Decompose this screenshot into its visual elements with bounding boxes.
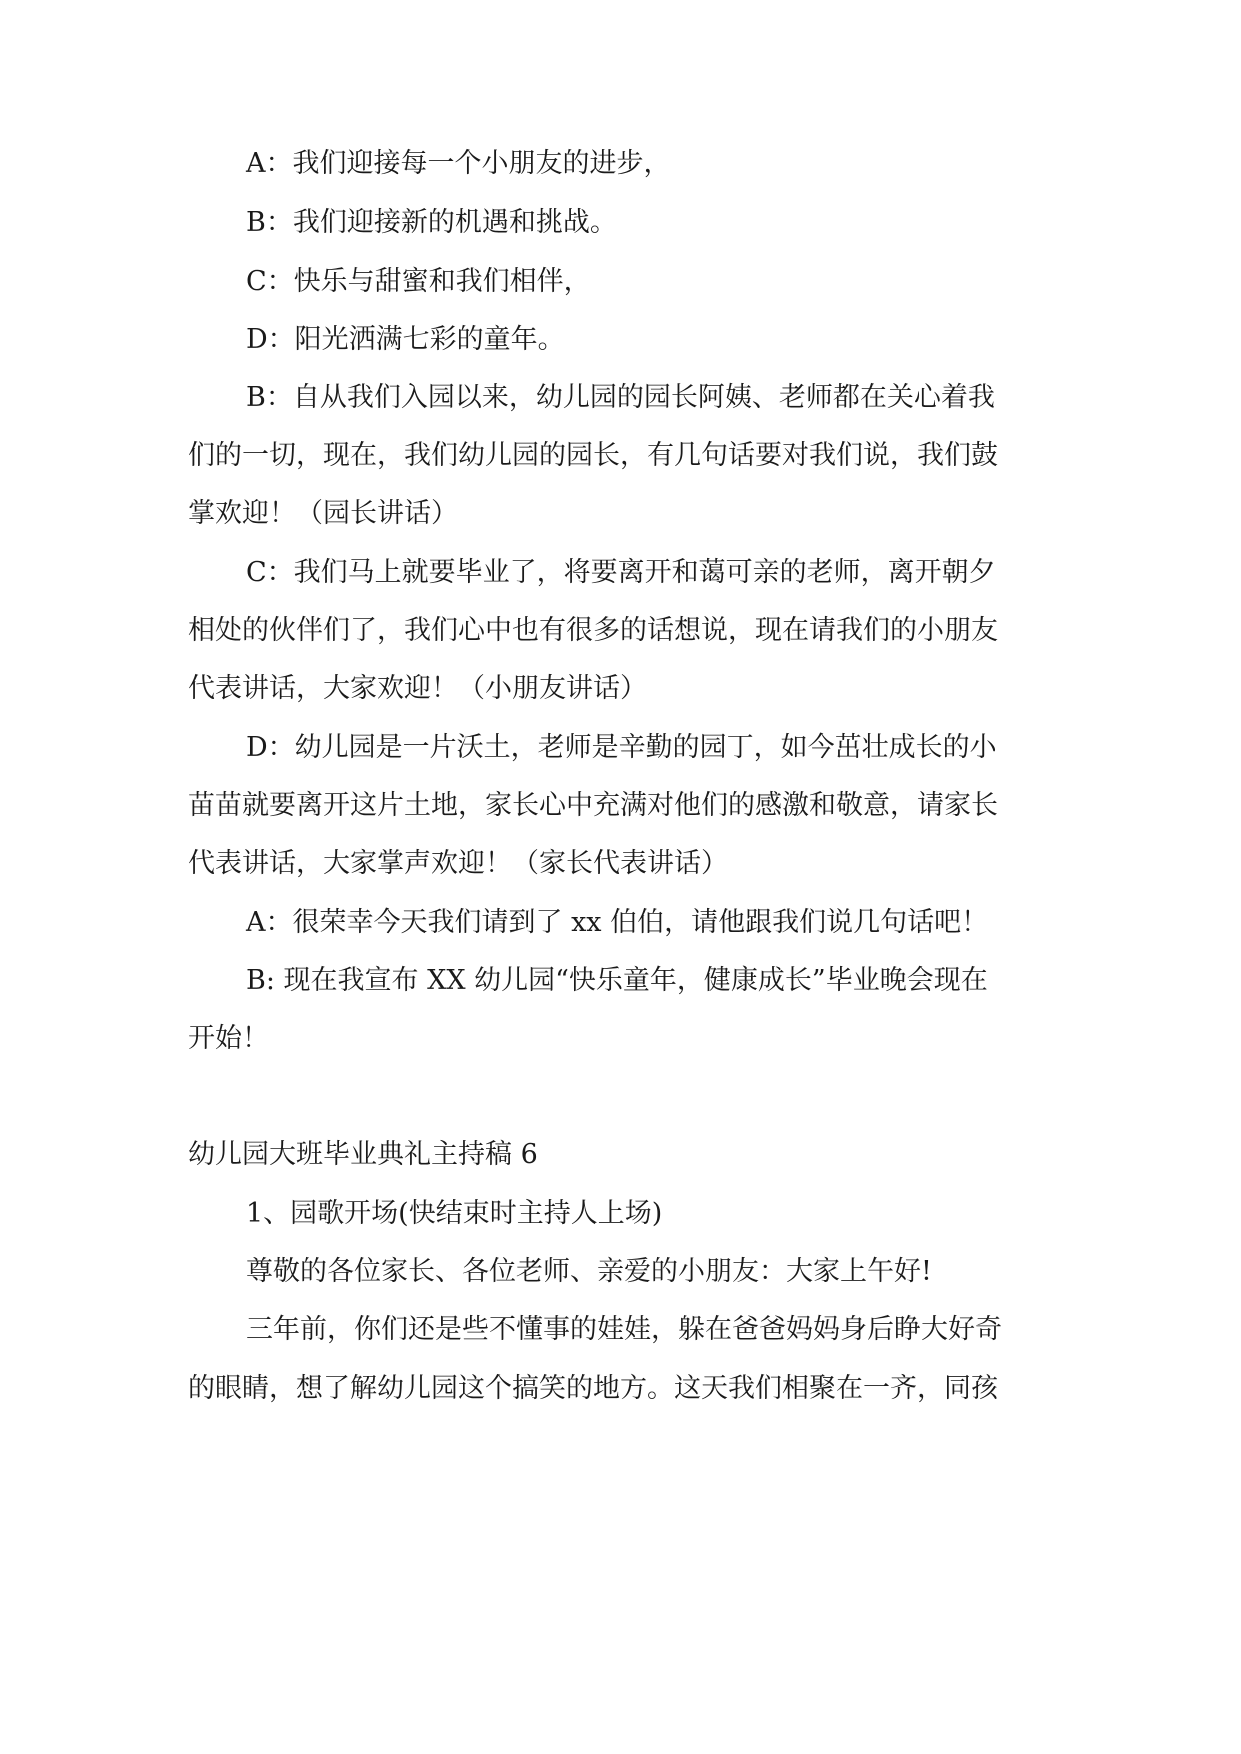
- document-page: [188, 0, 1052, 1754]
- paragraph-line: 苗苗就要离开这片土地，家长心中充满对他们的感激和敬意，请家长: [188, 790, 998, 821]
- section-heading: 幼儿园大班毕业典礼主持稿 6: [188, 1139, 538, 1170]
- dialogue-line-b1: B：我们迎接新的机遇和挑战。: [246, 207, 617, 238]
- dialogue-line-a1: A：我们迎接每一个小朋友的进步，: [246, 148, 671, 179]
- dialogue-line-b3: B: 现在我宣布 XX 幼儿园“快乐童年，健康成长”毕业晚会现在: [246, 965, 988, 996]
- paragraph-line: 们的一切，现在，我们幼儿园的园长，有几句话要对我们说，我们鼓: [188, 440, 998, 471]
- paragraph-line: 开始！: [188, 1023, 269, 1054]
- paragraph-line: 代表讲话，大家掌声欢迎！（家长代表讲话）: [188, 848, 728, 879]
- dialogue-line-b2: B：自从我们入园以来，幼儿园的园长阿姨、老师都在关心着我: [246, 382, 995, 413]
- dialogue-line-c1: C：快乐与甜蜜和我们相伴，: [246, 266, 591, 297]
- paragraph-line: 的眼睛，想了解幼儿园这个搞笑的地方。这天我们相聚在一齐，同孩: [188, 1373, 998, 1404]
- dialogue-line-c2: C：我们马上就要毕业了，将要离开和蔼可亲的老师，离开朝夕: [246, 557, 996, 588]
- dialogue-line-d1: D：阳光洒满七彩的童年。: [246, 324, 565, 355]
- dialogue-line-a2: A：很荣幸今天我们请到了 xx 伯伯，请他跟我们说几句话吧！: [246, 907, 989, 938]
- dialogue-line-d2: D：幼儿园是一片沃土，老师是辛勤的园丁，如今茁壮成长的小: [246, 732, 997, 763]
- paragraph-line: 代表讲话，大家欢迎！（小朋友讲话）: [188, 673, 647, 704]
- paragraph-line: 掌欢迎！（园长讲话）: [188, 498, 458, 529]
- agenda-item: 1、园歌开场(快结束时主持人上场): [246, 1198, 663, 1229]
- paragraph-line: 相处的伙伴们了，我们心中也有很多的话想说，现在请我们的小朋友: [188, 615, 998, 646]
- paragraph-line: 三年前，你们还是些不懂事的娃娃，躲在爸爸妈妈身后睁大好奇: [246, 1314, 1002, 1345]
- greeting-line: 尊敬的各位家长、各位老师、亲爱的小朋友：大家上午好!: [246, 1256, 932, 1287]
